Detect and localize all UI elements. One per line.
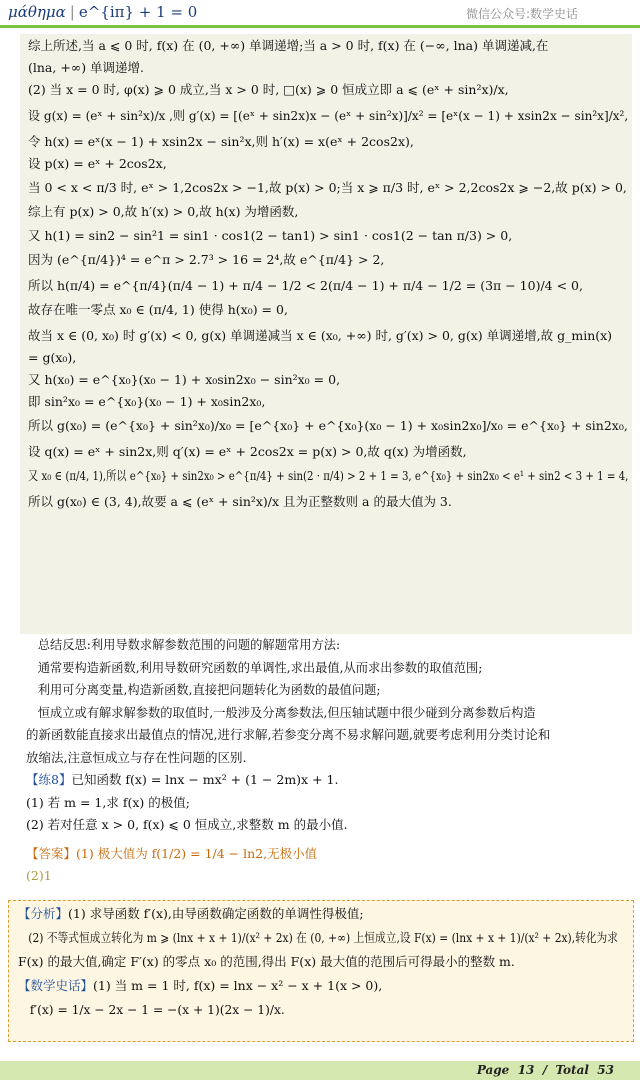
solution-line: 综上所述,当 a ⩽ 0 时, f(x) 在 (0, +∞) 单调递增;当 a > 0 时, f(x) 在 (−∞, lna) 单调递减,在 xyxy=(28,38,549,53)
exercise-label: 【练8】 xyxy=(26,772,72,787)
solution-line: (2) 当 x = 0 时, φ(x) ⩾ 0 成立,当 x > 0 时, □(x) ⩾ 0 恒成立即 a ⩽ (eˣ + sin²x)/x, xyxy=(28,82,509,97)
solution-line: 设 q(x) = eˣ + sin2x,则 q′(x) = eˣ + 2cos2x = p(x) > 0,故 q(x) 为增函数, xyxy=(28,444,467,459)
page-number: 13 xyxy=(517,1063,535,1077)
solution-line: (lna, +∞) 单调递增. xyxy=(28,60,145,75)
solution-line: 故当 x ∈ (0, x₀) 时 g′(x) < 0, g(x) 单调递减当 x ∈ (x₀, +∞) 时, g′(x) > 0, g(x) 单调递增,故 g_min(x) xyxy=(28,328,613,343)
solution-line: 因为 (e^{π/4})⁴ = e^π > 2.7³ > 16 = 2⁴,故 e^{π/4} > 2, xyxy=(28,252,385,267)
summary-section xyxy=(26,634,632,888)
solution-start: 【数学史话】(1) 当 m = 1 时, f(x) = lnx − x² − x + 1(x > 0), xyxy=(18,978,383,993)
solution-line: 又 x₀ ∈ (π/4, 1),所以 e^{x₀} + sin2x₀ > e^{π/4} + sin(2 · π/4) > 2 + 1 = 3, e^{x₀} + sin2x₀ < e¹ + sin2 < 3 + 1 = 4, xyxy=(28,468,629,483)
solution-line: 所以 g(x₀) ∈ (3, 4),故要 a ⩽ (eˣ + sin²x)/x 且为正整数则 a 的最大值为 3. xyxy=(28,494,452,509)
solution-line: 故存在唯一零点 x₀ ∈ (π/4, 1) 使得 h(x₀) = 0, xyxy=(28,302,288,317)
brand-formula: e^{iπ} + 1 = 0 xyxy=(78,3,198,21)
exercise-q1: (1) 若 m = 1,求 f(x) 的极值; xyxy=(26,794,190,810)
analysis-line-1: 【分析】(1) 求导函数 f′(x),由导函数确定函数的单调性得极值; xyxy=(18,906,364,921)
summary-line: 利用可分离变量,构造新函数,直接把问题转化为函数的最值问题; xyxy=(37,682,381,697)
solution-line: 又 h(x₀) = e^{x₀}(x₀ − 1) + x₀sin2x₀ − sin²x₀ = 0, xyxy=(28,372,341,387)
solution-label: 【数学史话】 xyxy=(18,978,94,993)
solution-line: 令 h(x) = eˣ(x − 1) + xsin2x − sin²x,则 h′(x) = x(eˣ + 2cos2x), xyxy=(28,134,414,149)
solution-line: 所以 h(π/4) = e^{π/4}(π/4 − 1) + π/4 − 1/2 < 2(π/4 − 1) + π/4 − 1/2 = (3π − 10)/4 < 0, xyxy=(28,278,583,293)
analysis-label: 【分析】 xyxy=(18,906,69,921)
solution-line: 即 sin²x₀ = e^{x₀}(x₀ − 1) + x₀sin2x₀, xyxy=(28,394,266,409)
summary-line: 恒成立或有解求解参数的取值时,一般涉及分离参数法,但压轴试题中很少碰到分离参数后构造 xyxy=(37,704,536,720)
exercise-q2: (2) 若对任意 x > 0, f(x) ⩽ 0 恒成立,求整数 m 的最小值. xyxy=(26,817,348,832)
wechat-account: 微信公众号:数学史话 xyxy=(465,7,578,21)
solution-line: 所以 g(x₀) = (e^{x₀} + sin²x₀)/x₀ = [e^{x₀} + e^{x₀}(x₀ − 1) + x₀sin2x₀]/x₀ = e^{x₀} + sin2x₀, xyxy=(28,418,628,433)
brand-logo: μάθημα | e^{iπ} + 1 = 0 xyxy=(8,3,198,21)
solution-line: 又 h(1) = sin2 − sin²1 = sin1 · cos1(2 − tan1) > sin1 · cos1(2 − tan π/3) > 0, xyxy=(28,228,513,243)
solution-line: 综上有 p(x) > 0,故 h′(x) > 0,故 h(x) 为增函数, xyxy=(28,204,299,219)
analysis-section xyxy=(18,902,630,1022)
solution-line: 设 g(x) = (eˣ + sin²x)/x ,则 g′(x) = [(eˣ + sin2x)x − (eˣ + sin²x)]/x² = [eˣ(x − 1) + xsin2x − sin²x]/x², xyxy=(28,108,629,123)
page-indicator: Page 13 / Total 53 xyxy=(476,1063,614,1077)
answer-2: (2)1 xyxy=(26,868,52,883)
solution-line: 设 p(x) = eˣ + 2cos2x, xyxy=(28,156,167,171)
solution-line: 当 0 < x < π/3 时, eˣ > 1,2cos2x > −1,故 p(x) > 0;当 x ⩾ π/3 时, eˣ > 2,2cos2x ⩾ −2,故 p(x) > 0, xyxy=(28,180,627,195)
solution-line: = g(x₀), xyxy=(28,350,77,365)
summary-line: 的新函数能直接求出最值点的情况,进行求解,若参变分离不易求解问题,就要考虑利用分类讨论和 xyxy=(26,727,551,742)
exercise-stem: 【练8】已知函数 f(x) = lnx − mx² + (1 − 2m)x + 1. xyxy=(26,772,339,787)
summary-title: 总结反思:利用导数求解参数范围的问题的解题常用方法: xyxy=(37,637,341,652)
summary-line: 通常要构造新函数,利用导数研究函数的单调性,求出最值,从而求出参数的取值范围; xyxy=(37,659,483,675)
summary-line: 放缩法,注意恒成立与存在性问题的区别. xyxy=(26,749,247,765)
page-header xyxy=(0,0,640,26)
analysis-line-2: (2) 不等式恒成立转化为 m ⩾ (lnx + x + 1)/(x² + 2x) 在 (0, +∞) 上恒成立,设 F(x) = (lnx + x + 1)/(x² + 2x),转化为求 xyxy=(28,930,619,945)
answer-label: 【答案】 xyxy=(26,845,77,861)
analysis-line-3: F(x) 的最大值,确定 F′(x) 的零点 x₀ 的范围,得出 F(x) 最大值的范围后可得最小的整数 m. xyxy=(18,954,515,969)
brand-name: μάθημα xyxy=(8,3,66,21)
solution-derivative: f′(x) = 1/x − 2x − 1 = −(x + 1)(2x − 1)/x. xyxy=(29,1002,285,1017)
total-pages: 53 xyxy=(597,1063,614,1077)
answer-line: 【答案】(1) 极大值为 f(1/2) = 1/4 − ln2,无极小值 xyxy=(26,845,318,861)
header-divider xyxy=(0,25,640,28)
